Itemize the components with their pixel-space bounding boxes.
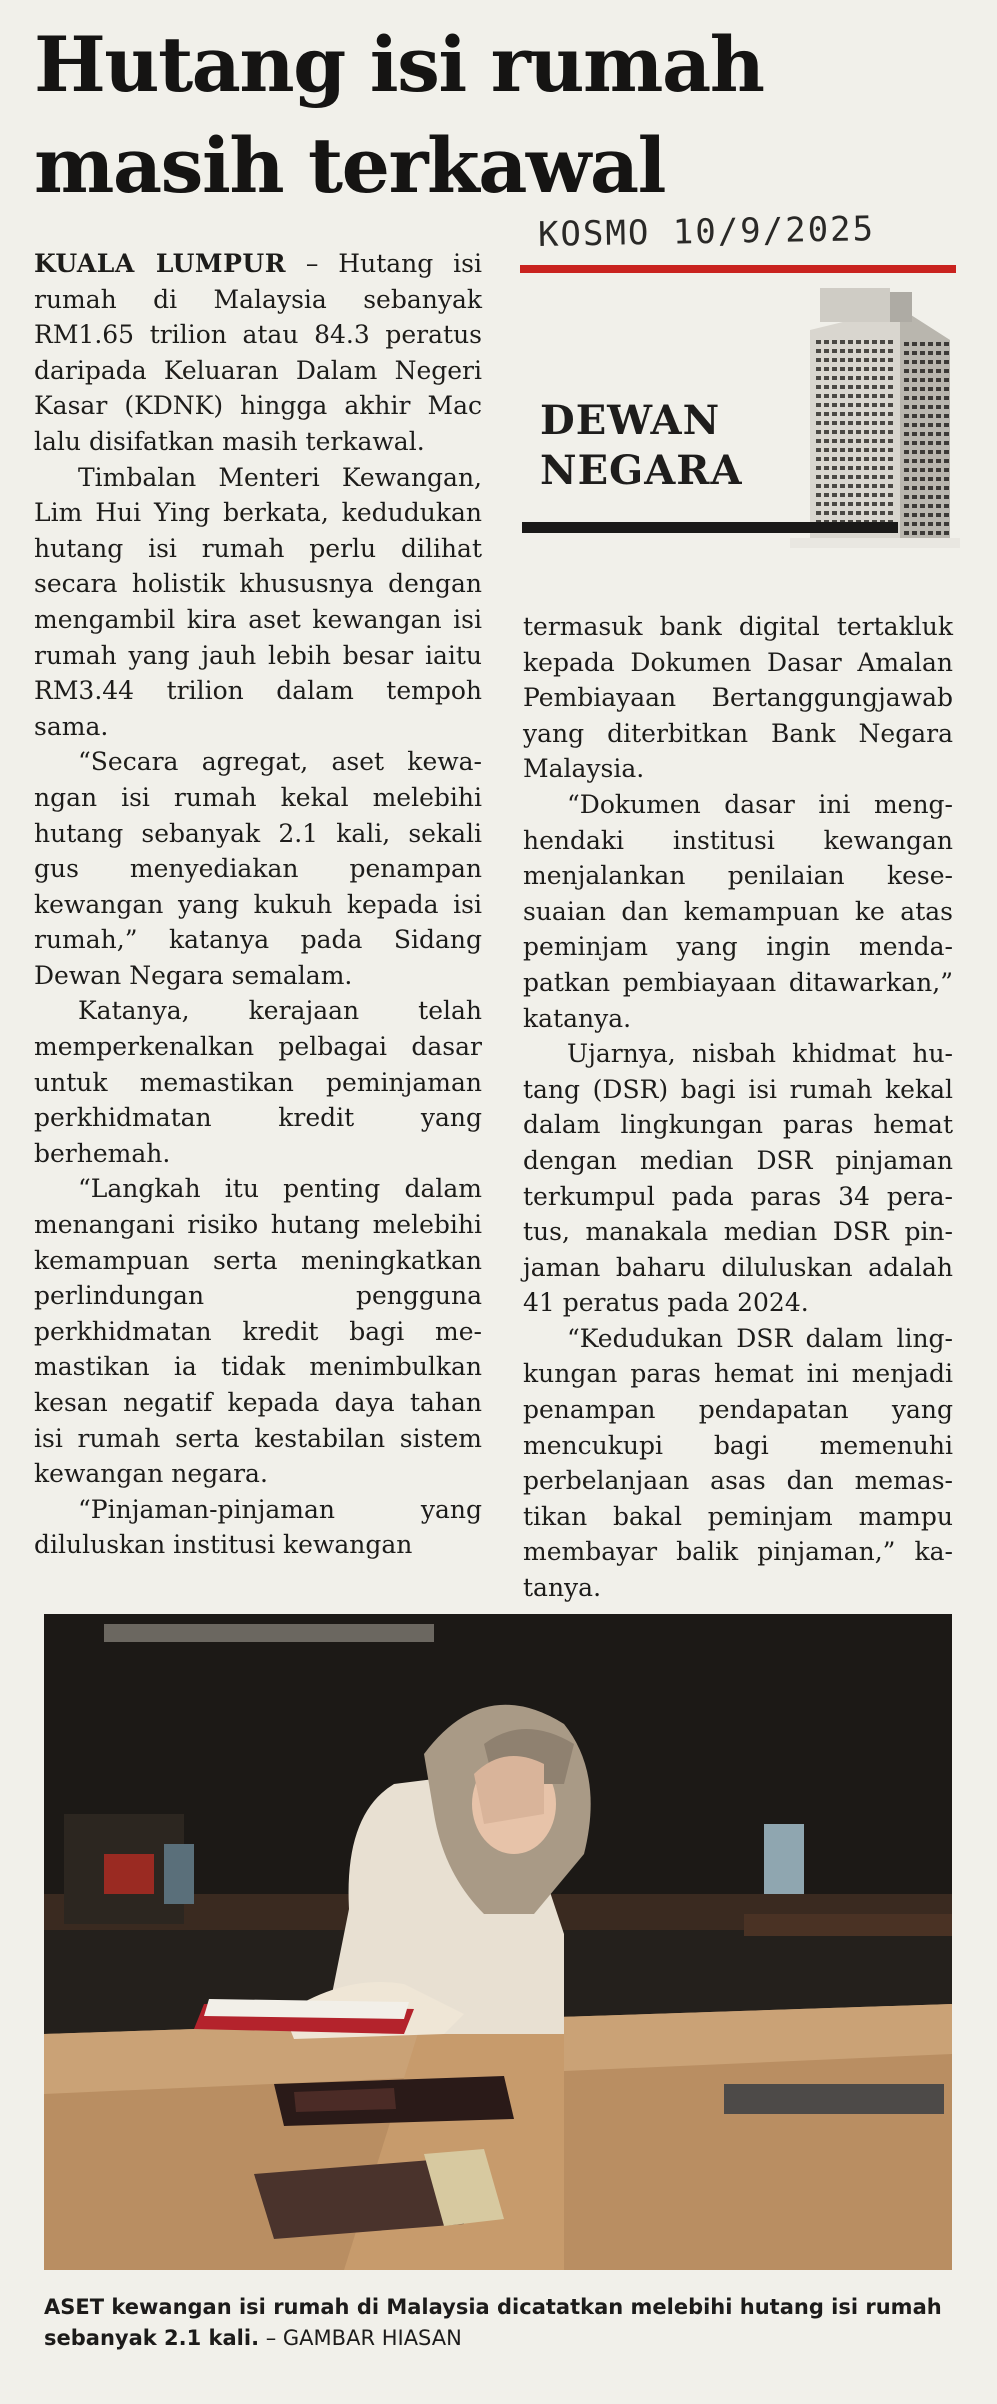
section-black-rule bbox=[522, 522, 898, 533]
paragraph: “Langkah itu penting dalam menangani risiko hutang melebihi kemampuan serta meningkatkan perlindungan pengguna perkhidmatan kredit bagi memastikan ia tidak menimbulkan kesan negatif kepada daya tahan isi rumah serta kestabilan sistem kewangan negara. bbox=[34, 1174, 482, 1489]
section-label-line-1: DEWAN bbox=[540, 397, 721, 444]
caption-credit: – GAMBAR HIASAN bbox=[259, 2326, 462, 2350]
paragraph: “Secara agregat, aset kewangan isi rumah kekal melebihi hutang sebanyak 2.1 kali, sekali gus menyediakan penampan kewangan yang kukuh kepada isi rumah,” katanya pada Sidang Dewan Negara semalam. bbox=[34, 747, 482, 990]
paragraph: “Kedudukan DSR dalam lingkungan paras hemat ini menjadi penampan pendapatan yang mencukupi bagi memenuhi perbelanjaan asas dan memastikan bakal peminjam mampu membayar balik pinjaman,” katanya. bbox=[523, 1323, 953, 1603]
photo-caption bbox=[44, 2292, 952, 2354]
article-column-right bbox=[523, 609, 953, 1606]
paragraph: Ujarnya, nisbah khidmat hutang (DSR) bagi isi rumah kekal dalam lingkungan paras hemat dengan median DSR pinjaman terkumpul pada paras 34 peratus, manakala median DSR pinjaman baharu diluluskan adalah 41 peratus pada 2024. bbox=[523, 1039, 953, 1318]
caption-text: ASET kewangan isi rumah di Malaysia dicatatkan melebihi hutang isi rumah sebanyak 2.1 kali. bbox=[44, 2295, 942, 2350]
section-label-box bbox=[520, 260, 960, 550]
photo-illustration bbox=[44, 1614, 952, 2270]
lead-text: – Hutang isi rumah di Malaysia sebanyak RM1.65 trilion atau 84.3 peratus daripada Keluaran Dalam Negeri Kasar (KDNK) hingga akhir Mac lalu disifatkan masih terkawal. bbox=[34, 249, 482, 456]
paragraph: “Dokumen dasar ini menghendaki institusi kewangan menjalankan penilaian kesesuaian dan kemampuan ke atas peminjam yang ingin mendapatkan pembiayaan ditawarkan,” katanya. bbox=[523, 789, 953, 1033]
article-headline bbox=[34, 14, 934, 216]
paragraph-lead bbox=[34, 246, 482, 460]
section-label-line-2: NEGARA bbox=[540, 447, 743, 494]
paragraph: Timbalan Menteri Kewangan, Lim Hui Ying berkata, kedudukan hutang isi rumah perlu dilihat secara holistik khususnya dengan mengambil kira aset kewangan isi rumah yang jauh lebih besar iaitu RM3.44 trilion dalam tempoh sama. bbox=[34, 462, 482, 741]
article-photo bbox=[44, 1614, 952, 2270]
headline-line-2: masih terkawal bbox=[34, 121, 665, 210]
section-label bbox=[540, 396, 743, 496]
paragraph: Katanya, kerajaan telah memperkenalkan pelbagai dasar untuk memastikan peminjaman perkhidmatan kredit yang berhemah. bbox=[34, 996, 482, 1168]
dateline: KUALA LUMPUR bbox=[34, 249, 286, 278]
handwritten-source-date: KOSMO 10/9/2025 bbox=[537, 209, 876, 255]
paragraph: “Pinjaman-pinjaman yang diluluskan institusi kewangan bbox=[34, 1494, 482, 1560]
section-red-rule bbox=[520, 265, 956, 273]
parliament-tower-icon bbox=[790, 280, 960, 548]
headline-line-1: Hutang isi rumah bbox=[34, 20, 764, 109]
paragraph-continued: termasuk bank digital tertakluk kepada Dokumen Dasar Amalan Pembiayaan Bertanggungjawab yang diterbitkan Bank Negara Malaysia. bbox=[523, 612, 953, 784]
article-column-left bbox=[34, 246, 482, 1563]
